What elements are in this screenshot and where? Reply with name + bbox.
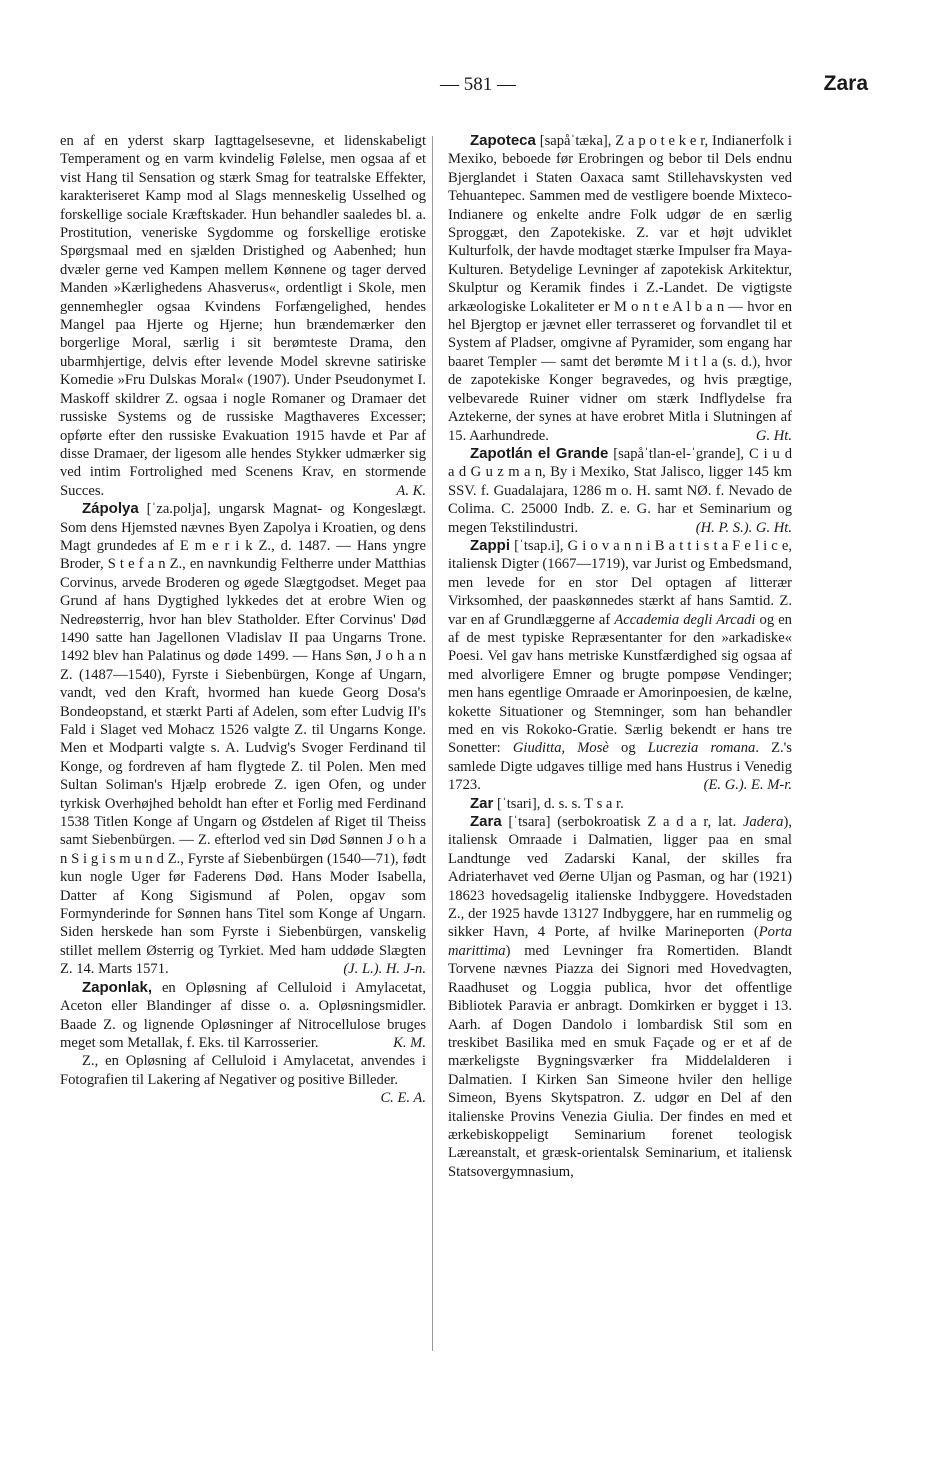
italic-title: Giuditta, Mosè [512,740,609,757]
entry-text: [ˈtsari], d. s. s. T s a r. [497,795,624,812]
italic-title: Accademia degli Arcadi [614,611,756,628]
entry-zapolya [60,500,426,979]
headword: Zappi [470,536,510,554]
entry-zaponlak [60,979,426,1053]
entry-text: en af en yderst skarp Iagttagelsesevne, et lidenskabeligt Temperament og en varm kvindelig Følelse, men ogsaa af et vist Hang til Sensation og stærk Smag for teatralske Effekter, karakteriseret Kamp mod al Slags menneskelig Usselhed og forskellige sociale Kræftskader. Hun behandler saaledes bl. a. Prostitution, veneriske Sygdomme og forskellige erotiske Spørgsmaal med en sjælden Dristighed og Aabenhed; hun dvæler gerne ved Kampen mellem Kønnene og tager derved Manden »Kærlighedens Ahasverus«, ordentligt i Skole, men gennemhegler ogsaa Kvindens Forfængelighed, hendes Mangel paa Hjerte og Hjerne; hun brændemærker den borgerlige Moral, særlig i sit berømteste Drama, den ubarmhjertige, delvis efter levende Model skrevne satiriske Komedie »Fru Dulskas Moral« (1907). Under Pseudonymet I. Maskoff skildrer Z. ogsaa i nogle Romaner og Dramaer det russiske Systems og de russiske Magthaveres Excesser; opførte efter den russiske Evakuation 1915 havde et Par af disse Dramaer, der ligesom alle hendes Stykker udmærker sig ved intim Fortrolighed med Scenens Krav, en stormende Succes. [60,133,426,499]
entry-zar [448,795,792,813]
left-column [60,132,426,1108]
entry-text: [sapåˈtæka], Z a p o t e k e r, Indianerfolk i Mexiko, beboede før Erobringen og bebor til Dels endnu Bjerglandet i Staten Oaxaca samt Stillehavskysten ved Tehuantepec. Sammen med de vestligere boende Mixteco-Indianere og enkelte andre Folk udgør de en særlig Sproggæt, den Zapotekiske. Z. var et højt udviklet Kulturfolk, der havde modtaget stærke Impulser fra Maya-Kulturen. Betydelige Levninger af zapotekisk Arkitektur, Skulptur og Keramik findes i Z.-Landet. De vigtigste arkæologiske Lokaliteter er M o n t e A l b a n — hvor en hel Bjergtop er jævnet eller terrasseret og forvandlet til et System af Pladser, omgivne af Pyramider, som engang har baaret Templer — samt det berømte M i t l a (s. d.), hvor de zapotekiske Konger begravedes, og hvis prægtige, velbevarede Ruiner vidner om stærk Indflydelse fra Aztekerne, der synes at have erobret Mitla i Slutningen af 15. Aarhundrede. [448,133,792,444]
headword: Zapotlán el Grande [470,444,609,462]
author-signature: G. Ht. [755,427,792,444]
column-divider [432,136,433,1351]
entry-text: ) med Levninger fra Romertiden. Blandt Torvene nævnes Piazza dei Signori med Hovedvagten, Raadhuset og Loggia publica, hvor det offentlige Bibliotek Paravia er anbragt. Domkirken er bygget i 13. Aarh. af Dogen Dandolo i lombardisk Stil som en treskibet Basilika med en smuk Façade og er et af de mærkeligste Bygningsværker fra Middelalderen i Dalmatien. I Kirken San Simeone hviler den hellige Simeon, Byens Skytspatron. Z. udgør en Del af den italienske Provins Venezia Giulia. Der findes en med et ærkebiskoppeligt Seminarium forenet teologisk Læreanstalt, et græsk-orientalsk Seminarium, et italiensk Statsovergymnasium, [448,942,792,1180]
entry-zapotlan [448,445,792,537]
author-signature: (E. G.). E. M-r. [703,777,792,794]
entry-text: ), italiensk Omraade i Dalmatien, ligger paa en smal Landtunge ved Zadarski Kanal, der skilles fra Adriaterhavet ved Øerne Uljan og Pasman, og har (1921) 18623 hovedsagelig italienske Indbyggere. Hovedstaden Z., der 1925 havde 13127 Indbyggere, har en rummelig og sikker Havn, 4 Porte, af hvilke Marineporten ( [448,814,792,941]
running-head: Zara [823,72,868,95]
entry-text: Z., en Opløsning af Celluloid i Amylacetat, anvendes i Fotografien til Lakering af Negativer og positive Billeder. [60,1053,426,1088]
headword: Zaponlak, [82,978,153,996]
italic-title: Lucrezia romana [647,740,756,757]
right-column [448,132,792,1181]
entry-text: [ˈza.polja], ungarsk Magnat- og Kongeslægt. Som dens Hjemsted nævnes Byen Zapolya i Kroatien, og dens Magt grundedes af E m e r i k Z., d. 1487. — Hans yngre Broder, S t e f a n Z., en navnkundig Feltherre under Matthias Corvinus, arvede Broderen og øgede Slægtgodset. Meget paa Grund af hans Dygtighed lykkedes det at erobre Wien og Nedreøsterrig, hvor han blev Statholder. Efter Corvinus' Død 1490 satte han Jagellonen Vladislav II paa Ungarns Trone. 1492 blev han Palatinus og døde 1499. — Hans Søn, J o h a n Z. (1487—1540), Fyrste i Siebenbürgen, Konge af Ungarn, vandt, ved den Kraft, hvormed han kuede Georg Dosa's Bondeopstand, et stærkt Parti af Adelen, som efter Ludvig II's Fald i Slaget ved Mohacz 1526 valgte Z. til Ungarns Konge. Men et Modparti valgte s. A. Ludvig's Svoger Ferdinand til Konge, og fordreven af ham flygtede Z. til Polen. Men med Sultan Soliman's Hjælp erobrede Z. igen Ofen, og under tyrkisk Overhøjhed beholdt han efter et Forlig med Ferdinand 1538 Titlen Konge af Ungarn og Østdelen af Riget til Theiss samt Siebenbürgen. — Z. efterlod ved sin Død Sønnen J o h a n S i g i s m u n d Z., Fyrste af Siebenbürgen (1540—71), født kun nogle Uger før Faderens Død. Hans Moder Isabella, Datter af Kong Sigismund af Polen, opgav som Formynderinde for Sønnen hans Titel som Konge af Ungarn. Siden herskede han som Fyrste i Siebenbürgen, vanskelig stillet mellem Østerrig og Tyrkiet. Med ham uddøde Slægten Z. 14. Marts 1571. [60,501,426,978]
entry-zaponlak-2 [60,1052,426,1107]
italic-term: Porta marittima [448,924,792,959]
page-number: — 581 — [440,74,516,95]
entry-zapoteca [448,132,792,445]
entry-text: en Opløsning af Celluloid i Amylacetat, Aceton eller Blandinger af disse o. a. Opløsningsmidler. Baade Z. og lignende Opløsninger af Nitrocellulose bruges meget som Metallak, f. Eks. til Karrosserier. [60,979,426,1051]
page-header [60,72,868,104]
author-signature: A. K. [396,482,426,499]
entry-text: og en af de mest typiske Repræsentanter for den »arkadiske« Poesi. Vel gav hans metriske Kunstfærdighed sig ogsaa af med alvorligere Emner og brugte pompøse Vendinger; men hans egentlige Omraade er Amorinpoesien, de kælne, kokette Situationer og Stemninger, som han behandler med en vis Rokoko-Gratie. Særlig bekendt er hans tre Sonetter: [448,611,792,757]
entry-text: [ˈtsara] (serbokroatisk Z a d a r, lat. [508,814,737,831]
author-signature: (H. P. S.). G. Ht. [695,519,792,536]
continuation-entry [60,132,426,500]
author-signature: K. M. [393,1034,426,1051]
headword: Zara [470,813,502,831]
entry-text: . Z.'s samlede Digte udgaves tillige med hans Hustrus i Venedig 1723. [448,740,792,794]
headword: Zápolya [82,500,139,518]
entry-text: [ˈtsap.i], G i o v a n n i B a t t i s t a F e l i c e, italiensk Digter (1667—1719), var Jurist og Embedsmand, men levede for en stor Del optagen af litterær Virksomhed, der paaskønnedes stærkt af hans Samtid. Z. var en af Grundlæggerne af [448,537,792,628]
italic-term: Jadera [742,814,784,831]
entry-text: og [621,740,636,757]
entry-text: [sapåˈtlan-el-ˈgrande], C i u d a d G u z m a n, By i Mexiko, Stat Jalisco, ligger 145 km SSV. f. Guadalajara, 1286 m o. H. samt NØ. f. Nevado de Colima. C. 25000 Indb. Z. e. G. har et Seminarium og megen Tekstilindustri. [448,445,792,536]
entry-zara [448,813,792,1181]
author-signature: (J. L.). H. J-n. [343,961,426,978]
headword: Zapoteca [470,132,536,149]
headword: Zar [470,794,494,812]
author-signature: C. E. A. [380,1090,426,1107]
entry-zappi [448,537,792,795]
